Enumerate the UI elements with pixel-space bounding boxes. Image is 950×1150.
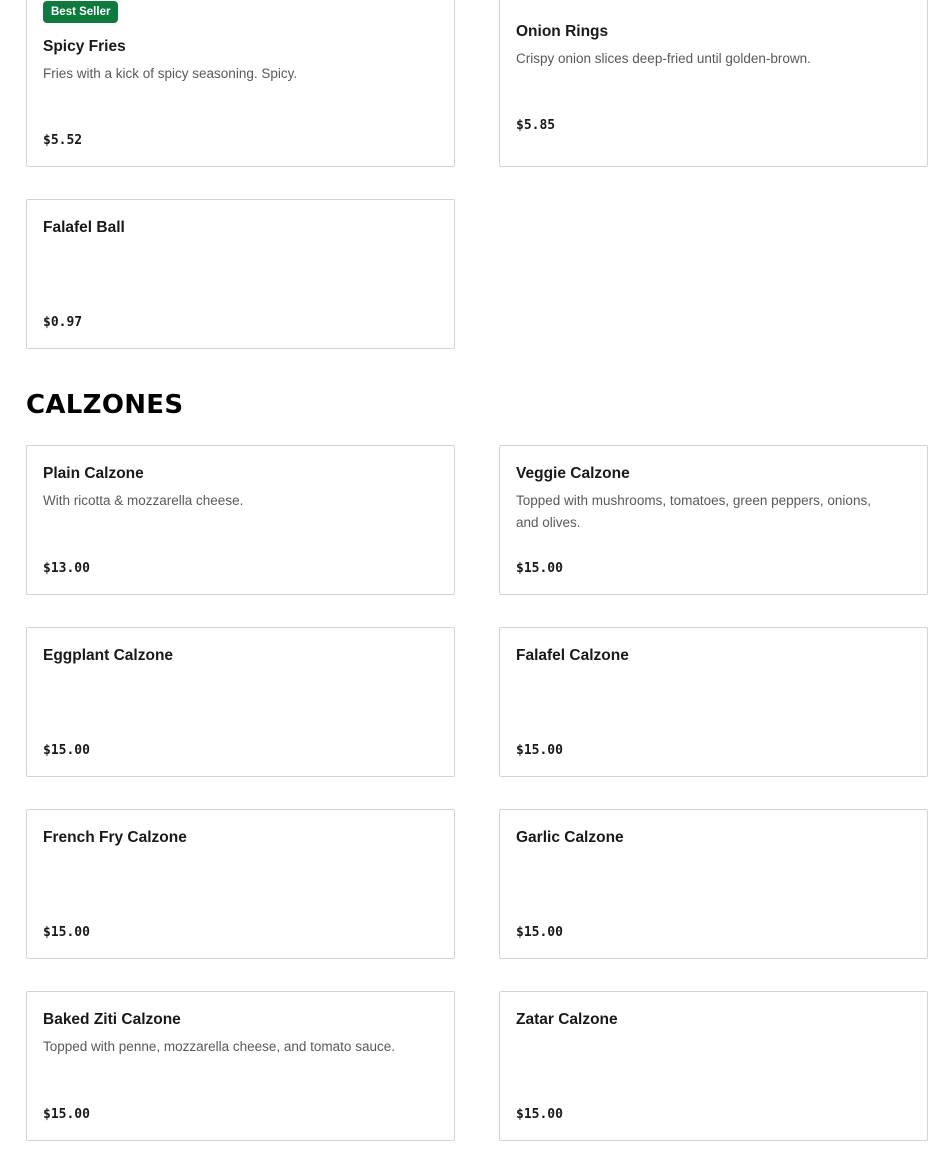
menu-item-name: French Fry Calzone — [43, 829, 187, 846]
menu-item-price: $5.85 — [516, 118, 556, 133]
menu-item-name: Onion Rings — [516, 23, 609, 40]
menu-item-name: Eggplant Calzone — [43, 647, 174, 664]
menu-item-name: Veggie Calzone — [516, 465, 630, 482]
menu-item-price: $13.00 — [43, 561, 90, 576]
menu-item-description: Fries with a kick of spicy seasoning. Spicy. — [43, 66, 298, 81]
menu-item-price: $0.97 — [43, 315, 83, 330]
menu-item-card[interactable] — [26, 627, 455, 777]
menu-item-name: Falafel Ball — [43, 219, 125, 236]
menu-item-name: Falafel Calzone — [516, 647, 629, 664]
menu-item-price: $15.00 — [43, 1107, 90, 1122]
menu-item-card[interactable] — [499, 809, 928, 959]
menu-item-card-onion-rings[interactable] — [499, 0, 928, 167]
menu-item-card-spicy-fries[interactable] — [26, 0, 455, 167]
menu-item-card[interactable] — [26, 991, 455, 1141]
section-title-calzones: CALZONES — [26, 390, 184, 420]
menu-item-name: Spicy Fries — [43, 38, 126, 55]
menu-item-price: $15.00 — [516, 561, 563, 576]
menu-item-price: $15.00 — [516, 743, 563, 758]
menu-item-name: Zatar Calzone — [516, 1011, 618, 1028]
menu-item-description: Crispy onion slices deep-fried until golden-brown. — [516, 51, 811, 66]
menu-item-name: Plain Calzone — [43, 465, 144, 482]
menu-item-card[interactable] — [499, 991, 928, 1141]
menu-item-name: Garlic Calzone — [516, 829, 624, 846]
menu-item-price: $15.00 — [516, 925, 563, 940]
menu-item-card[interactable] — [26, 445, 455, 595]
menu-item-price: $15.00 — [43, 743, 90, 758]
menu-item-description: With ricotta & mozzarella cheese. — [43, 493, 244, 508]
menu-item-price: $15.00 — [43, 925, 90, 940]
best-seller-badge: Best Seller — [43, 1, 118, 23]
menu-item-card[interactable] — [499, 627, 928, 777]
menu-item-description: Topped with penne, mozzarella cheese, and tomato sauce. — [43, 1039, 395, 1054]
menu-item-description: Topped with mushrooms, tomatoes, green peppers, onions, and olives. — [516, 493, 871, 530]
menu-item-price: $15.00 — [516, 1107, 563, 1122]
menu-item-name: Baked Ziti Calzone — [43, 1011, 181, 1028]
menu-item-card[interactable] — [499, 445, 928, 595]
menu-item-price: $5.52 — [43, 133, 83, 148]
menu-item-card[interactable] — [26, 809, 455, 959]
menu-item-card-falafel-ball[interactable] — [26, 199, 455, 349]
